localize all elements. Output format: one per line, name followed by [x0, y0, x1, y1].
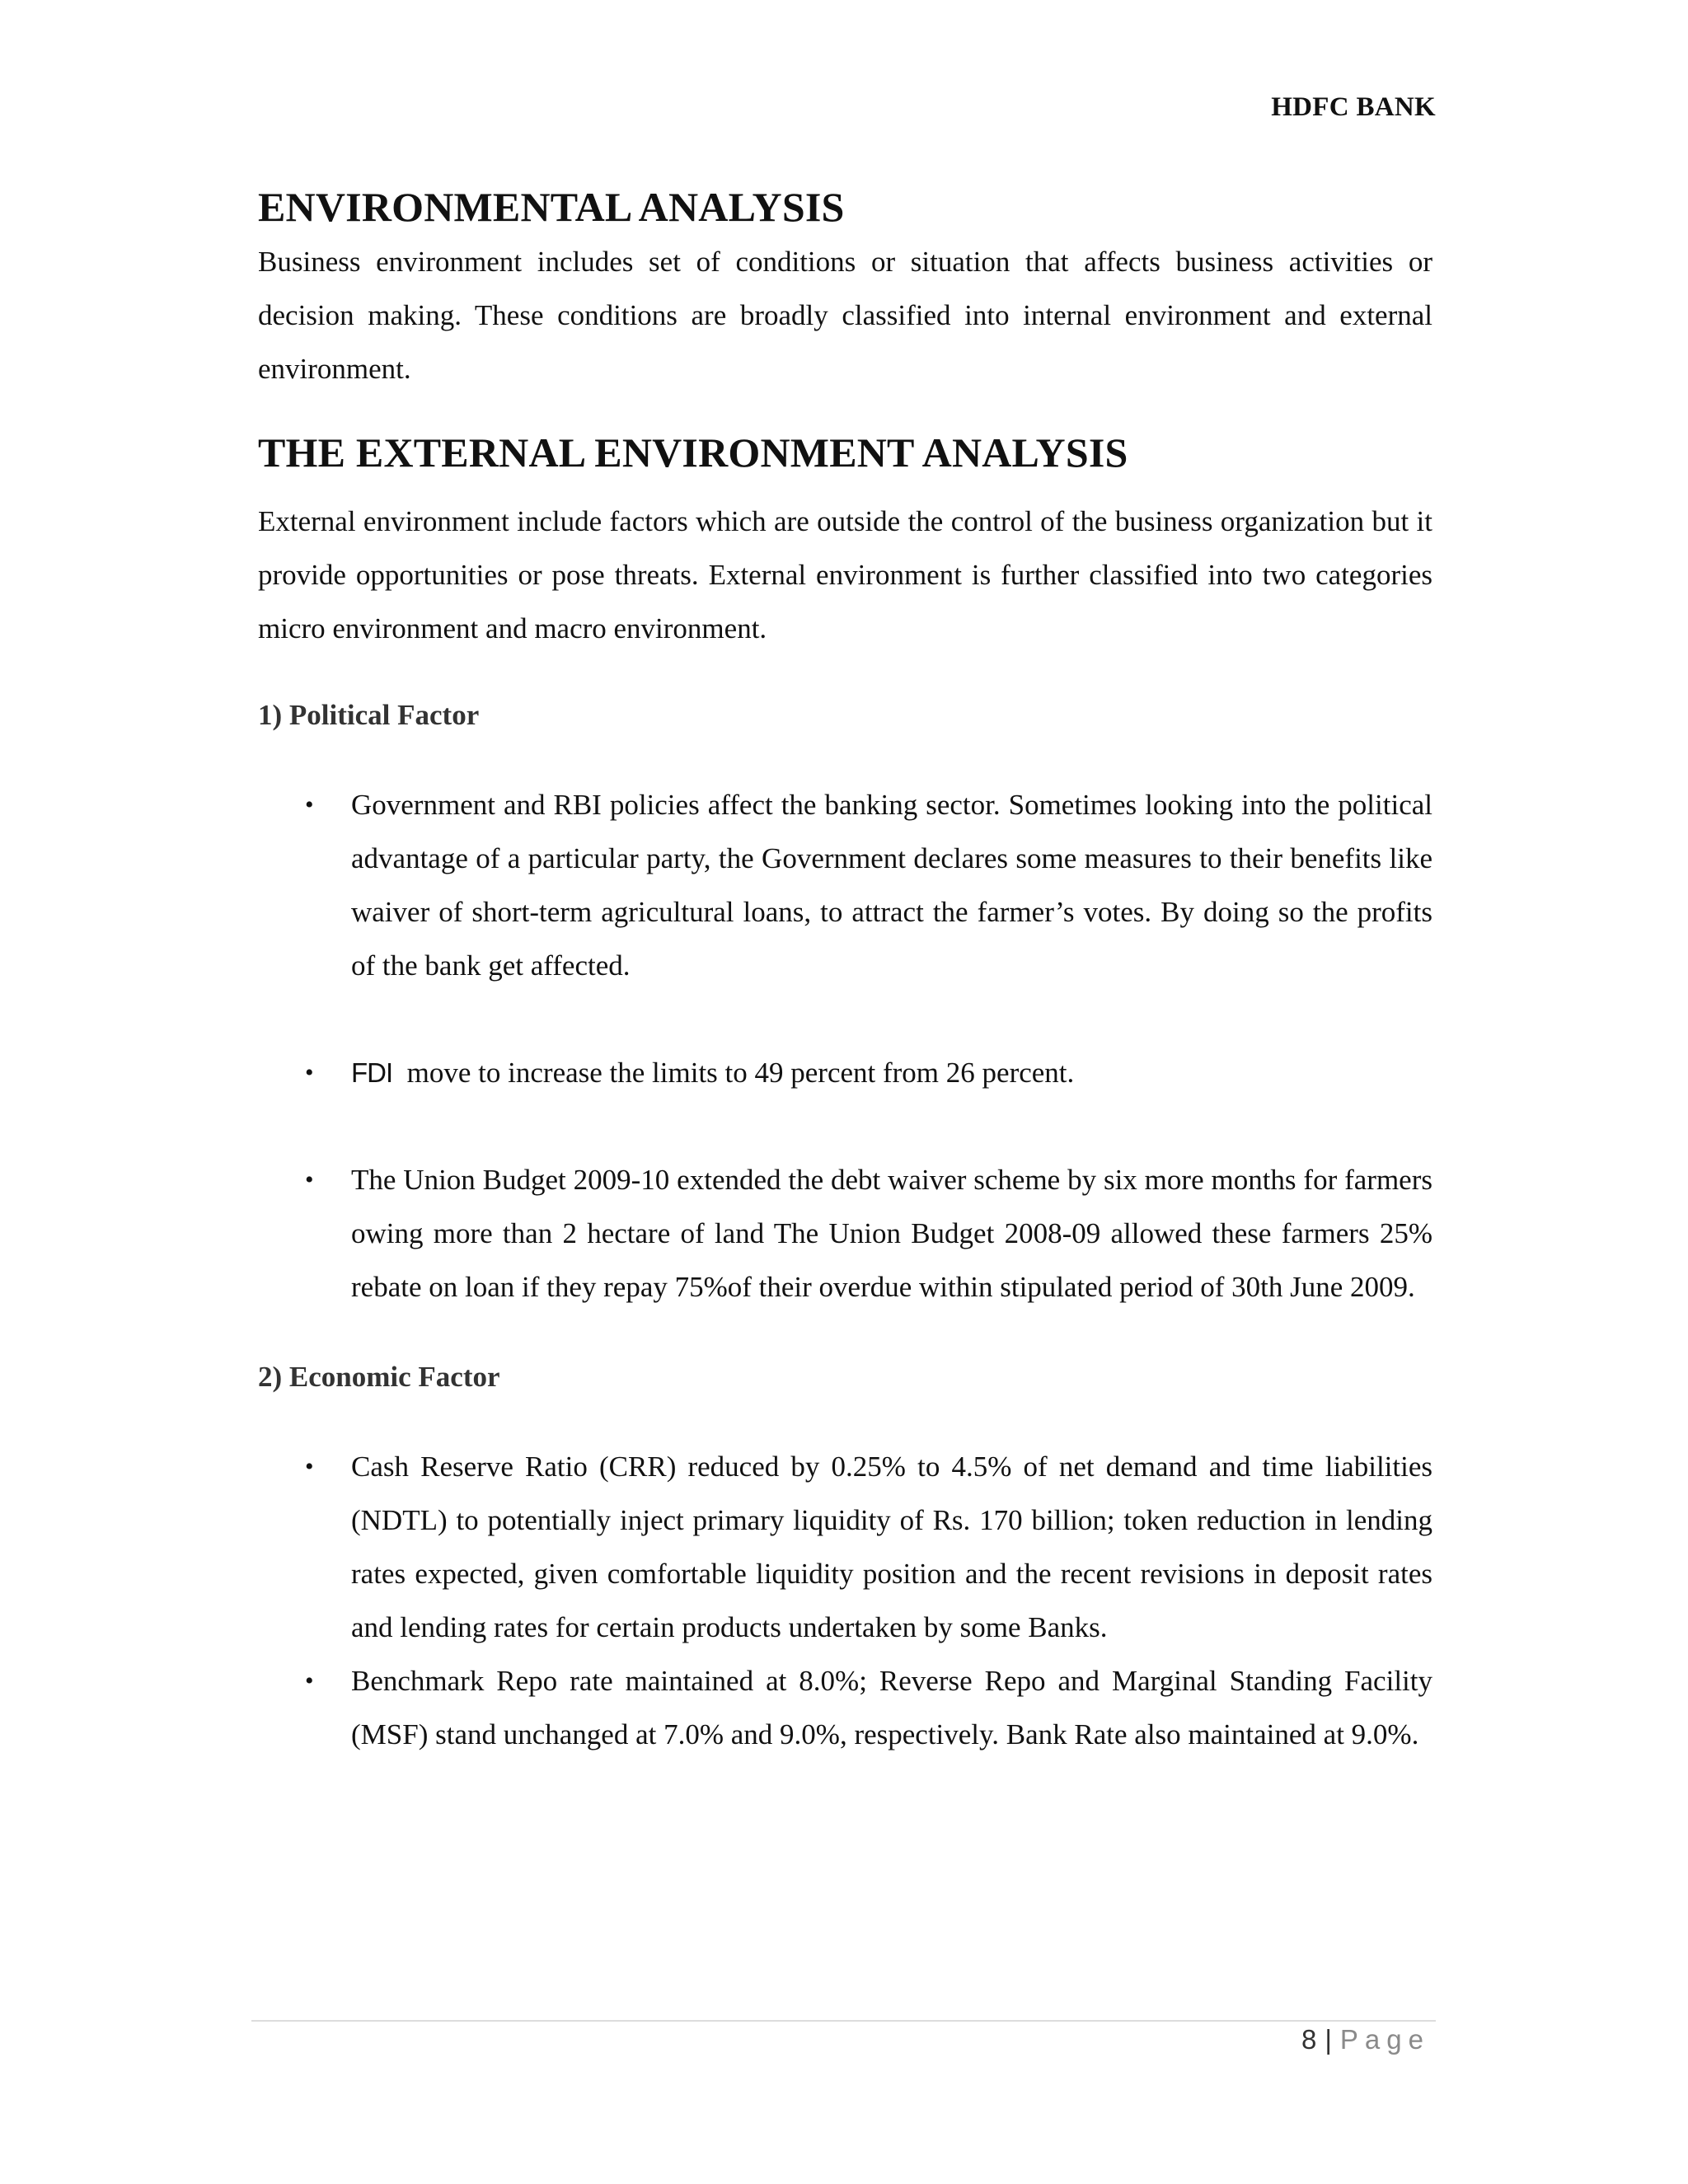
bullet-icon: • [305, 791, 314, 818]
list-item [258, 1654, 1432, 1761]
page-content [258, 181, 1432, 1761]
page-footer [1301, 2024, 1430, 2055]
subheading-political-factor: 1) Political Factor [258, 699, 480, 731]
page-number: 8 [1301, 2024, 1317, 2055]
page-label: Page [1339, 2024, 1430, 2055]
list-item-text: Cash Reserve Ratio (CRR) reduced by 0.25% to 4.5% of net demand and time liabilities (NDTL) to potentially inject primary liquidity of Rs. 170 billion; token reduction in lending rates expected, given comfortable liquidity position and the recent revisions in deposit rates and lending rates for certain products undertaken by some Banks. [351, 1451, 1432, 1643]
section-title-external-environment: THE EXTERNAL ENVIRONMENT ANALYSIS [258, 429, 1128, 476]
list-item-text: Benchmark Repo rate maintained at 8.0%; Reverse Repo and Marginal Standing Facility (MSF) stand unchanged at 7.0% and 9.0%, respectively. Bank Rate also maintained at 9.0%. [351, 1665, 1432, 1750]
list-item-text: The Union Budget 2009-10 extended the debt waiver scheme by six more months for farmers owing more than 2 hectare of land The Union Budget 2008-09 allowed these farmers 25% rebate on loan if they repay 75%of their overdue within stipulated period of 30th June 2009. [351, 1164, 1432, 1303]
list-item [258, 1153, 1432, 1314]
bullet-icon: • [305, 1166, 314, 1193]
list-item [258, 1046, 1432, 1099]
economic-factor-list [258, 1440, 1432, 1761]
footer-separator: | [1325, 2024, 1332, 2055]
political-factor-list [258, 778, 1432, 1314]
list-item [258, 1440, 1432, 1654]
list-item-text: Government and RBI policies affect the banking sector. Sometimes looking into the political advantage of a particular party, the Government declares some measures to their benefits like waiver of short-term agricultural loans, to attract the farmer’s votes. By doing so the profits of the bank get affected. [351, 789, 1432, 982]
section-title-environmental-analysis: ENVIRONMENTAL ANALYSIS [258, 184, 845, 230]
footer-divider [251, 2020, 1436, 2022]
subheading-economic-factor: 2) Economic Factor [258, 1361, 500, 1393]
running-header: HDFC BANK [1271, 92, 1436, 122]
bullet-icon: • [305, 1059, 314, 1086]
paragraph-environmental-analysis: Business environment includes set of conditions or situation that affects business activities or decision making. These conditions are broadly classified into internal environment and external environment. [258, 245, 1432, 385]
list-item [258, 778, 1432, 992]
bullet-icon: • [305, 1453, 314, 1480]
bullet-icon: • [305, 1667, 314, 1694]
fdi-abbreviation: FDI [351, 1057, 393, 1088]
list-item-text: move to increase the limits to 49 percent from 26 percent. [406, 1057, 1075, 1089]
paragraph-external-environment: External environment include factors which are outside the control of the business organization but it provide opportunities or pose threats. External environment is further classified into two categories micro environment and macro environment. [258, 505, 1432, 644]
